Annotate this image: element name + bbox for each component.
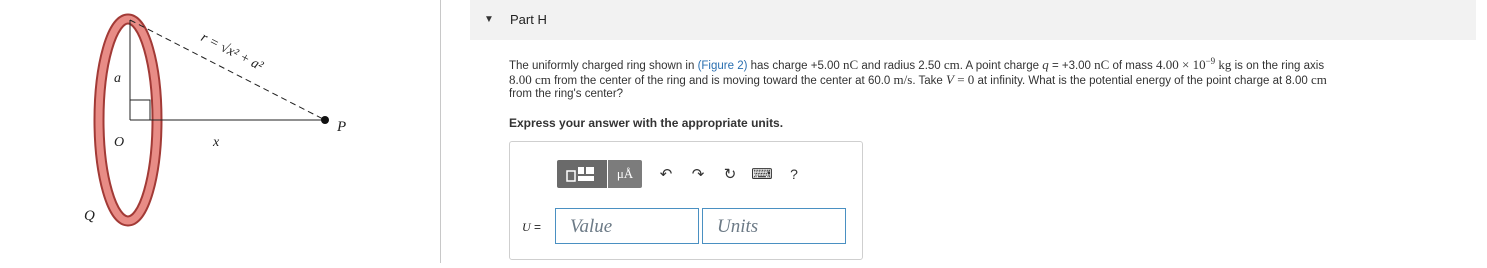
help-icon[interactable]: ? bbox=[790, 166, 798, 182]
point-charge-dot bbox=[321, 116, 329, 124]
collapse-caret-icon[interactable]: ▼ bbox=[484, 14, 494, 25]
mass-exponent: −9 bbox=[1205, 56, 1216, 66]
unit-ms: m/s bbox=[893, 71, 913, 87]
label-a: a bbox=[114, 71, 121, 86]
problem-text: and radius 2.50 bbox=[858, 59, 944, 72]
answer-label bbox=[522, 220, 541, 235]
equals-zero: = 0 bbox=[953, 71, 975, 87]
undo-icon[interactable]: ↶ bbox=[659, 166, 673, 183]
units-input[interactable]: Units bbox=[702, 208, 846, 244]
var-q: q bbox=[1042, 56, 1049, 72]
unit-kg: kg bbox=[1215, 56, 1232, 72]
problem-text: at infinity. What is the potential energy of the point charge at 8.00 bbox=[974, 74, 1311, 87]
label-P: P bbox=[337, 119, 347, 135]
problem-text: The uniformly charged ring shown in bbox=[509, 59, 698, 72]
label-O: O bbox=[114, 135, 125, 150]
answer-box bbox=[509, 141, 863, 260]
templates-icon bbox=[565, 165, 599, 183]
label-Q: Q bbox=[84, 208, 95, 224]
unit-cm: cm bbox=[943, 56, 960, 72]
mass-value: 4.00 × 10 bbox=[1155, 56, 1206, 72]
problem-text: from the ring's center? bbox=[509, 87, 624, 100]
figure-link[interactable]: (Figure 2) bbox=[697, 59, 748, 72]
unit-nC: nC bbox=[843, 56, 859, 72]
label-x: x bbox=[213, 135, 220, 150]
distance-value: 8.00 bbox=[509, 71, 532, 87]
value-input[interactable]: Value bbox=[555, 208, 699, 244]
problem-text: . A point charge bbox=[959, 59, 1043, 72]
right-angle-marker bbox=[130, 100, 150, 120]
figure-panel bbox=[0, 0, 440, 263]
unit-nC: nC bbox=[1094, 56, 1110, 72]
instruction-text: Express your answer with the appropriate units. bbox=[509, 116, 784, 130]
panel-divider bbox=[440, 0, 441, 263]
answer-toolbar bbox=[557, 159, 810, 189]
keyboard-icon[interactable]: ⌨ bbox=[751, 166, 773, 183]
problem-text: has charge +5.00 bbox=[747, 59, 844, 72]
redo-icon[interactable]: ↷ bbox=[691, 166, 705, 183]
templates-button[interactable] bbox=[557, 160, 607, 188]
part-title: Part H bbox=[510, 12, 547, 27]
answer-variable: U bbox=[522, 220, 531, 234]
var-V: V bbox=[946, 71, 954, 87]
problem-text: = +3.00 bbox=[1048, 59, 1095, 72]
problem-text: from the center of the ring and is moving toward the center at 60.0 bbox=[550, 74, 894, 87]
label-r: r = √x² + a² bbox=[198, 30, 266, 75]
part-header[interactable] bbox=[470, 0, 1476, 40]
reset-icon[interactable]: ↻ bbox=[723, 166, 737, 183]
unit-cm: cm bbox=[1310, 71, 1327, 87]
ring-diagram bbox=[0, 0, 440, 263]
units-button[interactable]: μÅ bbox=[608, 160, 642, 188]
problem-text: is on the ring axis bbox=[1231, 59, 1325, 72]
problem-statement bbox=[509, 55, 1459, 101]
answer-equals: = bbox=[530, 220, 542, 234]
problem-text: of mass bbox=[1109, 59, 1156, 72]
problem-text: . Take bbox=[912, 74, 946, 87]
unit-cm: cm bbox=[531, 71, 551, 87]
